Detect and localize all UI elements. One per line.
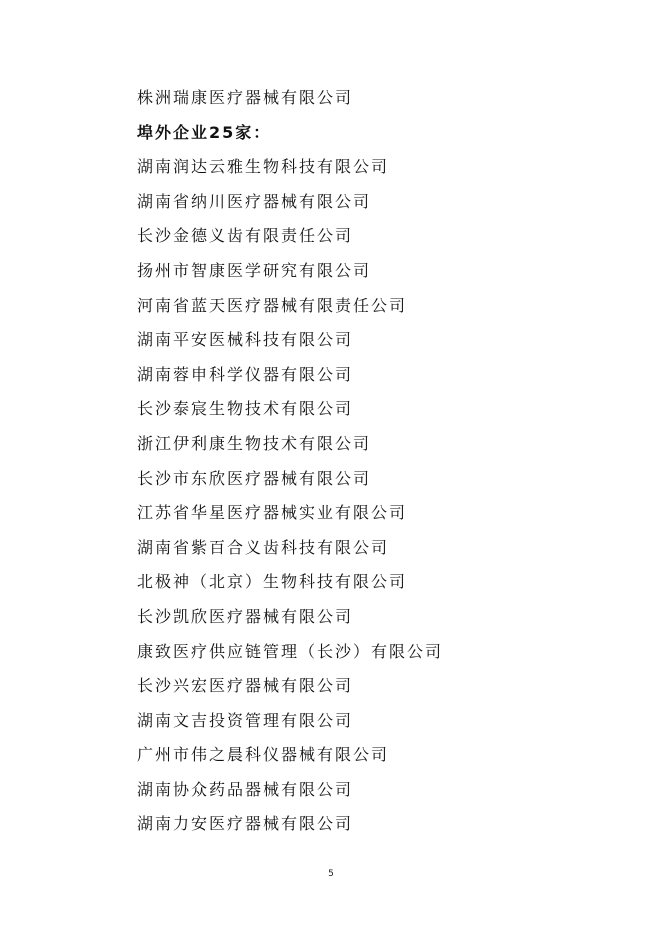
company-line: 河南省蓝天医疗器械有限责任公司 [137, 295, 408, 315]
company-line: 湖南文吉投资管理有限公司 [137, 710, 354, 730]
company-line: 湖南润达云雅生物科技有限公司 [137, 157, 390, 177]
company-line: 株洲瑞康医疗器械有限公司 [137, 88, 354, 107]
company-line: 北极神（北京）生物科技有限公司 [137, 572, 408, 592]
page-number: 5 [328, 869, 334, 879]
company-line: 长沙市东欣医疗器械有限公司 [137, 468, 372, 488]
company-line: 湖南省紫百合义齿科技有限公司 [137, 537, 390, 557]
section-heading: 埠外企业25家： [137, 122, 272, 142]
company-line: 湖南力安医疗器械有限公司 [137, 814, 354, 834]
company-line: 扬州市智康医学研究有限公司 [137, 260, 372, 280]
company-line: 长沙泰宸生物技术有限公司 [137, 399, 354, 419]
company-line: 湖南平安医械科技有限公司 [137, 330, 354, 350]
company-line: 江苏省华星医疗器械实业有限公司 [137, 503, 408, 523]
company-line: 长沙凯欣医疗器械有限公司 [137, 606, 354, 626]
company-line: 康致医疗供应链管理（长沙）有限公司 [137, 641, 444, 661]
company-line: 广州市伟之晨科仪器械有限公司 [137, 745, 390, 765]
company-line: 长沙金德义齿有限责任公司 [137, 226, 354, 246]
company-line: 湖南省纳川医疗器械有限公司 [137, 191, 372, 211]
document-body [137, 86, 617, 847]
company-line: 湖南蓉申科学仪器有限公司 [137, 364, 354, 384]
company-line: 长沙兴宏医疗器械有限公司 [137, 676, 354, 696]
company-line: 湖南协众药品器械有限公司 [137, 779, 354, 799]
company-line: 浙江伊利康生物技术有限公司 [137, 433, 372, 453]
